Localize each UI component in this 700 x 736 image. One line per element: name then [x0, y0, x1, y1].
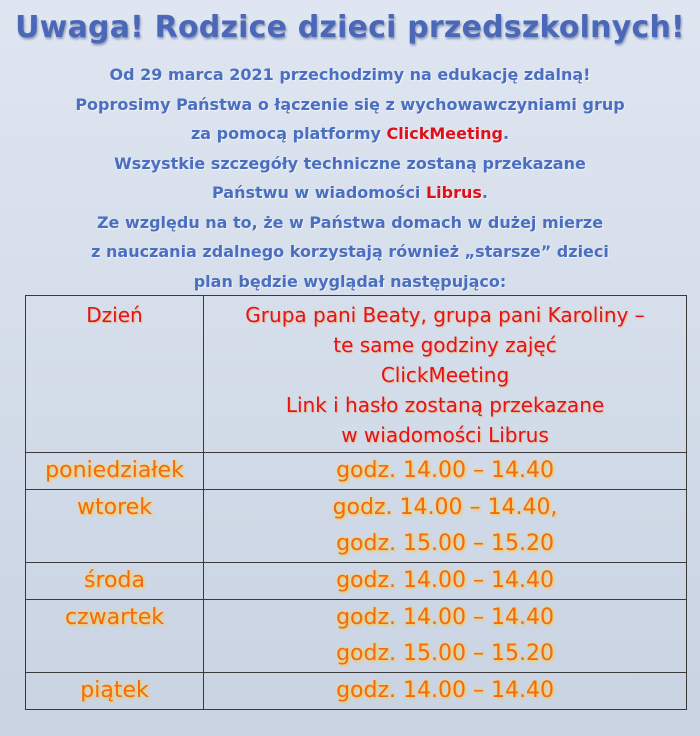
intro-line-1: Od 29 marca 2021 przechodzimy na edukację zdalną! [109, 65, 591, 84]
hours-cell [204, 490, 687, 563]
intro-line-8: plan będzie wyglądał następująco: [193, 271, 507, 291]
header-desc-line: te same godziny zajęć [333, 333, 557, 357]
intro-line-5 [0, 178, 700, 208]
header-day: Dzień [26, 296, 204, 453]
day-cell: środa [26, 563, 204, 600]
day-cell: wtorek [26, 490, 204, 563]
header-desc-line: w wiadomości Librus [341, 423, 549, 447]
table-row [26, 490, 687, 563]
intro-line-7: z nauczania zdalnego korzystają również „starsze” dzieci [91, 242, 609, 261]
hours-line: godz. 14.00 – 14.40 [336, 458, 554, 483]
intro-line-3 [0, 119, 700, 149]
table-row [26, 673, 687, 710]
hours-cell [204, 600, 687, 673]
hours-line: godz. 14.00 – 14.40 [336, 678, 554, 703]
hours-line: godz. 15.00 – 15.20 [336, 641, 554, 666]
intro-line-5-text: Państwu w wiadomości [212, 183, 426, 202]
page-title: Uwaga! Rodzice dzieci przedszkolnych! [15, 10, 685, 45]
intro-line-2: Poprosimy Państwa o łączenie się z wychowawczyniami grup [75, 94, 625, 114]
header-description [204, 296, 687, 453]
hours-cell [204, 673, 687, 710]
intro-line-6: Ze względu na to, że w Państwa domach w dużej mierze [96, 212, 604, 232]
intro-line-5-end: . [481, 183, 488, 202]
hours-cell [204, 563, 687, 600]
table-header-row [26, 296, 687, 453]
intro-text [0, 60, 700, 296]
table-row [26, 563, 687, 600]
day-cell: poniedziałek [26, 453, 204, 490]
hours-line: godz. 14.00 – 14.40 [336, 605, 554, 630]
day-cell: piątek [26, 673, 204, 710]
day-cell: czwartek [26, 600, 204, 673]
table-row [26, 453, 687, 490]
hours-cell [204, 453, 687, 490]
hours-line: godz. 15.00 – 15.20 [336, 531, 554, 556]
intro-line-3-text: za pomocą platformy [190, 124, 387, 143]
intro-line-4: Wszystkie szczegóły techniczne zostaną przekazane [114, 153, 586, 173]
intro-line-3-end: . [502, 124, 510, 143]
librus-highlight: Librus [425, 183, 482, 202]
hours-line: godz. 14.00 – 14.40, [332, 495, 558, 520]
hours-line: godz. 14.00 – 14.40 [336, 568, 554, 593]
header-desc-line: Link i hasło zostaną przekazane [285, 393, 605, 417]
clickmeeting-highlight: ClickMeeting [386, 124, 503, 143]
header-desc-line: ClickMeeting [380, 363, 510, 387]
schedule-table [25, 295, 687, 710]
table-row [26, 600, 687, 673]
header-desc-line: Grupa pani Beaty, grupa pani Karoliny – [245, 303, 645, 327]
